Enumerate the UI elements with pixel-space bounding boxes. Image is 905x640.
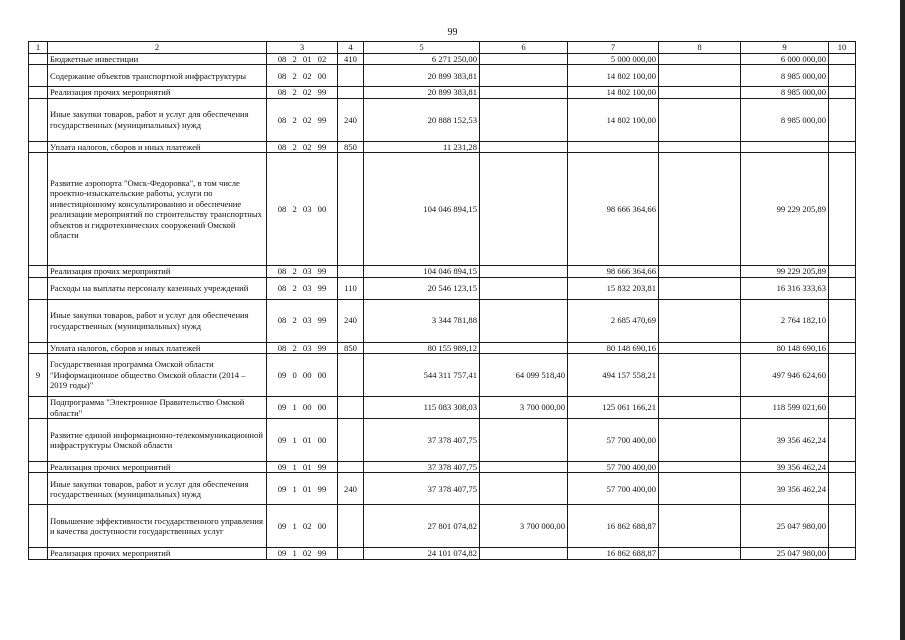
- expense-type-code: [338, 419, 364, 462]
- amount-col5: 20 899 383,81: [364, 65, 480, 87]
- amount-col7: 5 000 000,00: [568, 54, 659, 65]
- amount-col8: [659, 342, 741, 353]
- row-number: [29, 462, 48, 473]
- amount-col7: 14 802 100,00: [568, 98, 659, 141]
- item-name: Повышение эффективности государственного управления и качества доступности государственных услуг: [48, 505, 267, 548]
- amount-col9: 8 985 000,00: [741, 65, 829, 87]
- amount-col7: 14 802 100,00: [568, 65, 659, 87]
- amount-col6: [480, 87, 568, 98]
- amount-col5: 104 046 894,15: [364, 153, 480, 266]
- amount-col9: 39 356 462,24: [741, 462, 829, 473]
- amount-col8: [659, 153, 741, 266]
- budget-code: 08 2 03 99: [267, 299, 338, 342]
- amount-col8: [659, 266, 741, 277]
- amount-col5: 3 344 781,88: [364, 299, 480, 342]
- item-name: Реализация прочих мероприятий: [48, 548, 267, 559]
- amount-col8: [659, 473, 741, 505]
- table-row: [29, 342, 856, 353]
- amount-col5: 20 899 383,81: [364, 87, 480, 98]
- table-row: [29, 87, 856, 98]
- amount-col7: 494 157 558,21: [568, 354, 659, 397]
- amount-col6: 3 700 000,00: [480, 397, 568, 419]
- amount-col7: 98 666 364,66: [568, 153, 659, 266]
- amount-col10: [829, 98, 856, 141]
- table-row: [29, 98, 856, 141]
- header-cell: 1: [29, 42, 48, 54]
- table-row: [29, 153, 856, 266]
- amount-col10: [829, 397, 856, 419]
- expense-type-code: [338, 87, 364, 98]
- amount-col5: 104 046 894,15: [364, 266, 480, 277]
- amount-col6: 64 099 518,40: [480, 354, 568, 397]
- expense-type-code: 410: [338, 54, 364, 65]
- amount-col6: [480, 462, 568, 473]
- budget-code: 09 0 00 00: [267, 354, 338, 397]
- item-name: Уплата налогов, сборов и иных платежей: [48, 342, 267, 353]
- budget-code: 08 2 02 00: [267, 65, 338, 87]
- expense-type-code: 850: [338, 342, 364, 353]
- amount-col6: [480, 473, 568, 505]
- item-name: Развитие единой информационно-телекоммуникационной инфраструктуры Омской области: [48, 419, 267, 462]
- header-cell: 10: [829, 42, 856, 54]
- item-name: Государственная программа Омской области "Информационное общество Омской области (2014 – 2019 годы)": [48, 354, 267, 397]
- amount-col9: 80 148 690,16: [741, 342, 829, 353]
- budget-code: 09 1 01 00: [267, 419, 338, 462]
- amount-col9: 6 000 000,00: [741, 54, 829, 65]
- amount-col10: [829, 342, 856, 353]
- table-row: [29, 54, 856, 65]
- budget-code: 08 2 03 99: [267, 266, 338, 277]
- header-cell: 7: [568, 42, 659, 54]
- expense-type-code: [338, 548, 364, 559]
- amount-col8: [659, 98, 741, 141]
- row-number: [29, 299, 48, 342]
- amount-col8: [659, 354, 741, 397]
- row-number: [29, 141, 48, 152]
- table-row: [29, 354, 856, 397]
- amount-col8: [659, 141, 741, 152]
- item-name: Уплата налогов, сборов и иных платежей: [48, 141, 267, 152]
- budget-code: 08 2 03 99: [267, 277, 338, 299]
- item-name: Иные закупки товаров, работ и услуг для обеспечения государственных (муниципальных) нужд: [48, 98, 267, 141]
- amount-col5: 20 888 152,53: [364, 98, 480, 141]
- row-number: [29, 342, 48, 353]
- budget-code: 08 2 01 02: [267, 54, 338, 65]
- budget-code: 08 2 02 99: [267, 141, 338, 152]
- header-cell: 5: [364, 42, 480, 54]
- amount-col5: 115 083 308,03: [364, 397, 480, 419]
- item-name: Иные закупки товаров, работ и услуг для обеспечения государственных (муниципальных) нужд: [48, 473, 267, 505]
- amount-col8: [659, 397, 741, 419]
- amount-col7: 16 862 688,87: [568, 548, 659, 559]
- budget-code: 09 1 02 99: [267, 548, 338, 559]
- amount-col7: 98 666 364,66: [568, 266, 659, 277]
- amount-col6: [480, 153, 568, 266]
- amount-col5: 27 801 074,82: [364, 505, 480, 548]
- budget-code: 09 1 01 99: [267, 462, 338, 473]
- expense-type-code: [338, 153, 364, 266]
- amount-col6: [480, 299, 568, 342]
- amount-col10: [829, 462, 856, 473]
- amount-col8: [659, 462, 741, 473]
- item-name: Содержание объектов транспортной инфраструктуры: [48, 65, 267, 87]
- row-number: [29, 153, 48, 266]
- item-name: Реализация прочих мероприятий: [48, 266, 267, 277]
- amount-col7: 16 862 688,87: [568, 505, 659, 548]
- table-row: [29, 65, 856, 87]
- amount-col10: [829, 87, 856, 98]
- budget-table: [28, 41, 856, 560]
- amount-col10: [829, 54, 856, 65]
- amount-col6: [480, 65, 568, 87]
- amount-col6: 3 700 000,00: [480, 505, 568, 548]
- expense-type-code: 110: [338, 277, 364, 299]
- table-row: [29, 141, 856, 152]
- item-name: Иные закупки товаров, работ и услуг для обеспечения государственных (муниципальных) нужд: [48, 299, 267, 342]
- row-number: 9: [29, 354, 48, 397]
- header-cell: 6: [480, 42, 568, 54]
- expense-type-code: 240: [338, 98, 364, 141]
- amount-col8: [659, 277, 741, 299]
- row-number: [29, 65, 48, 87]
- amount-col10: [829, 473, 856, 505]
- row-number: [29, 277, 48, 299]
- amount-col10: [829, 65, 856, 87]
- row-number: [29, 505, 48, 548]
- amount-col5: 80 155 989,12: [364, 342, 480, 353]
- amount-col7: 57 700 400,00: [568, 419, 659, 462]
- amount-col10: [829, 153, 856, 266]
- amount-col6: [480, 277, 568, 299]
- item-name: Реализация прочих мероприятий: [48, 462, 267, 473]
- amount-col6: [480, 98, 568, 141]
- amount-col10: [829, 277, 856, 299]
- row-number: [29, 54, 48, 65]
- amount-col7: 80 148 690,16: [568, 342, 659, 353]
- amount-col9: 16 316 333,63: [741, 277, 829, 299]
- amount-col8: [659, 299, 741, 342]
- amount-col9: 25 047 980,00: [741, 548, 829, 559]
- amount-col6: [480, 141, 568, 152]
- expense-type-code: 240: [338, 473, 364, 505]
- table-row: [29, 419, 856, 462]
- expense-type-code: 240: [338, 299, 364, 342]
- budget-code: 08 2 02 99: [267, 87, 338, 98]
- expense-type-code: [338, 462, 364, 473]
- expense-type-code: [338, 505, 364, 548]
- header-row: [29, 42, 856, 54]
- table-row: [29, 277, 856, 299]
- row-number: [29, 397, 48, 419]
- scan-edge: [900, 0, 905, 640]
- row-number: [29, 98, 48, 141]
- amount-col10: [829, 419, 856, 462]
- table-row: [29, 548, 856, 559]
- expense-type-code: 850: [338, 141, 364, 152]
- amount-col10: [829, 266, 856, 277]
- budget-code: 08 2 02 99: [267, 98, 338, 141]
- amount-col9: 39 356 462,24: [741, 419, 829, 462]
- budget-code: 08 2 03 00: [267, 153, 338, 266]
- amount-col9: 99 229 205,89: [741, 153, 829, 266]
- amount-col8: [659, 419, 741, 462]
- table-body: [29, 54, 856, 560]
- amount-col9: [741, 141, 829, 152]
- row-number: [29, 87, 48, 98]
- expense-type-code: [338, 266, 364, 277]
- table-row: [29, 473, 856, 505]
- amount-col6: [480, 266, 568, 277]
- row-number: [29, 419, 48, 462]
- budget-code: 08 2 03 99: [267, 342, 338, 353]
- amount-col10: [829, 505, 856, 548]
- amount-col6: [480, 54, 568, 65]
- item-name: Подпрограмма "Электронное Правительство Омской области": [48, 397, 267, 419]
- amount-col6: [480, 419, 568, 462]
- table-row: [29, 299, 856, 342]
- expense-type-code: [338, 354, 364, 397]
- amount-col7: [568, 141, 659, 152]
- amount-col8: [659, 87, 741, 98]
- amount-col8: [659, 548, 741, 559]
- row-number: [29, 266, 48, 277]
- header-cell: 3: [267, 42, 338, 54]
- amount-col10: [829, 299, 856, 342]
- expense-type-code: [338, 65, 364, 87]
- amount-col5: 11 231,28: [364, 141, 480, 152]
- amount-col9: 39 356 462,24: [741, 473, 829, 505]
- header-cell: 8: [659, 42, 741, 54]
- amount-col5: 544 311 757,41: [364, 354, 480, 397]
- amount-col10: [829, 548, 856, 559]
- amount-col5: 37 378 407,75: [364, 462, 480, 473]
- header-cell: 4: [338, 42, 364, 54]
- table-row: [29, 266, 856, 277]
- amount-col5: 37 378 407,75: [364, 473, 480, 505]
- budget-code: 09 1 02 00: [267, 505, 338, 548]
- expense-type-code: [338, 397, 364, 419]
- amount-col9: 99 229 205,89: [741, 266, 829, 277]
- item-name: Бюджетные инвестиции: [48, 54, 267, 65]
- amount-col5: 20 546 123,15: [364, 277, 480, 299]
- row-number: [29, 548, 48, 559]
- budget-code: 09 1 00 00: [267, 397, 338, 419]
- amount-col6: [480, 342, 568, 353]
- amount-col10: [829, 354, 856, 397]
- amount-col5: 24 101 074,82: [364, 548, 480, 559]
- amount-col9: 8 985 000,00: [741, 87, 829, 98]
- header-cell: 2: [48, 42, 267, 54]
- amount-col9: 25 047 980,00: [741, 505, 829, 548]
- item-name: Развитие аэропорта "Омск-Федоровка", в том числе проектно-изыскательские работы, услуги по инвестиционному консультированию и обеспечение реализации мероприятий по строительству транспортных объектов и гидротехнических сооружений Омской области: [48, 153, 267, 266]
- table-row: [29, 462, 856, 473]
- amount-col7: 14 802 100,00: [568, 87, 659, 98]
- amount-col9: 8 985 000,00: [741, 98, 829, 141]
- amount-col7: 57 700 400,00: [568, 473, 659, 505]
- table-row: [29, 397, 856, 419]
- amount-col5: 37 378 407,75: [364, 419, 480, 462]
- item-name: Реализация прочих мероприятий: [48, 87, 267, 98]
- amount-col9: 2 764 182,10: [741, 299, 829, 342]
- header-cell: 9: [741, 42, 829, 54]
- budget-code: 09 1 01 99: [267, 473, 338, 505]
- amount-col9: 497 946 624,60: [741, 354, 829, 397]
- amount-col10: [829, 141, 856, 152]
- amount-col6: [480, 548, 568, 559]
- row-number: [29, 473, 48, 505]
- amount-col8: [659, 505, 741, 548]
- amount-col9: 118 599 021,60: [741, 397, 829, 419]
- table-row: [29, 505, 856, 548]
- amount-col7: 57 700 400,00: [568, 462, 659, 473]
- amount-col8: [659, 54, 741, 65]
- amount-col7: 125 061 166,21: [568, 397, 659, 419]
- item-name: Расходы на выплаты персоналу казенных учреждений: [48, 277, 267, 299]
- page-number: 99: [447, 27, 458, 38]
- amount-col7: 15 832 203,81: [568, 277, 659, 299]
- amount-col5: 6 271 250,00: [364, 54, 480, 65]
- amount-col8: [659, 65, 741, 87]
- amount-col7: 2 685 470,69: [568, 299, 659, 342]
